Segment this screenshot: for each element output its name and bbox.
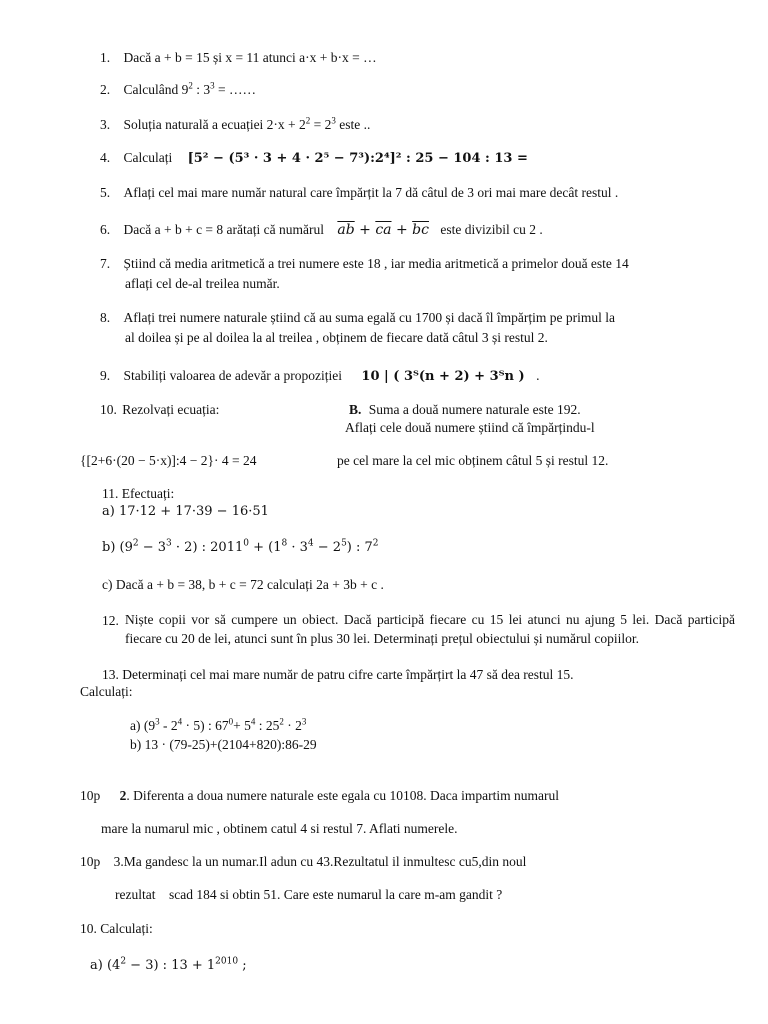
calc-b: b) 13 · (79-25)+(2104+820):86-29 bbox=[130, 737, 317, 752]
exercise-text: Aflați cel mai mare număr natural care împărțit la 7 dă câtul de 3 ori mai mare decât restul . bbox=[123, 185, 619, 200]
exercise-text: Dacă a + b = 15 și x = 11 atunci a·x + b·x = … bbox=[123, 50, 377, 65]
calc-title: Calculați: bbox=[80, 684, 133, 699]
section-label: B. bbox=[349, 402, 362, 417]
text-part: · 5) : 67 bbox=[182, 718, 229, 733]
problem-number: 2 bbox=[119, 788, 127, 803]
exercise-9 bbox=[100, 368, 539, 385]
text-part: − 3 bbox=[138, 540, 167, 555]
calc2-title: 10. Calculați: bbox=[80, 921, 153, 936]
text-part: b) (9 bbox=[102, 540, 133, 555]
exercise-6 bbox=[100, 222, 543, 238]
exponent: 3 bbox=[210, 80, 215, 91]
exercise-11-title: 11. Efectuați: bbox=[102, 486, 175, 501]
exercise-12-number: 12. bbox=[102, 613, 119, 628]
exercise-text: Rezolvați ecuația: bbox=[122, 402, 220, 417]
exercise-3 bbox=[100, 117, 370, 133]
section-b-line2: Aflați cele două numere știind că împărțindu-l bbox=[345, 420, 595, 435]
exercise-number: 5. bbox=[100, 185, 111, 200]
exercise-text: este divizibil cu 2 . bbox=[440, 222, 543, 237]
text-part: a) (4 bbox=[90, 958, 121, 973]
text-part: · 3 bbox=[287, 540, 308, 555]
exercise-4 bbox=[100, 150, 528, 167]
calc2-a bbox=[90, 958, 247, 974]
exponent: 2010 bbox=[215, 956, 239, 967]
problem-2 bbox=[80, 788, 559, 804]
exponent: 4 bbox=[250, 716, 256, 727]
exercise-11b bbox=[102, 540, 379, 556]
overlined-number: $\overline{ab}$ bbox=[337, 222, 355, 238]
exercise-text bbox=[124, 117, 371, 132]
points: 10p bbox=[80, 788, 101, 803]
exercise-number: 6. bbox=[100, 222, 111, 237]
math-expression: 10 | ( 3ᵀ(n + 2) + 3ᵀn ) bbox=[361, 369, 525, 384]
exponent: 3 bbox=[166, 538, 172, 549]
exercise-12-text: Niște copii vor să cumpere un obiect. Dacă participă fiecare cu 15 lei atunci nu ajung 5 lei. Dacă participă fiecare cu 20 de lei, atunci sunt în plus 30 lei. Determinați prețul obiectului și numărul copiilor. bbox=[125, 612, 735, 646]
text-part: · 2 bbox=[283, 718, 302, 733]
exponent: 4 bbox=[307, 538, 314, 549]
text-part: = …… bbox=[214, 82, 256, 97]
equation: {[2+6·(20 − 5·x)]:4 − 2}· 4 = 24 bbox=[80, 453, 257, 468]
text-part: Calculând 9 bbox=[123, 82, 189, 97]
exercise-1 bbox=[100, 50, 377, 66]
text-part: Soluția naturală a ecuației 2·x + 2 bbox=[123, 117, 306, 132]
problem-text: . Diferenta a doua numere naturale este egala cu 10108. Daca impartim numarul bbox=[126, 788, 559, 803]
text-part: este .. bbox=[335, 117, 371, 132]
exercise-8-line2: al doilea și pe al doilea la al treilea , obținem de fiecare dată câtul 3 și restul 2. bbox=[125, 330, 548, 345]
exercise-number: 3. bbox=[100, 117, 111, 132]
exercise-number: 1. bbox=[100, 50, 111, 65]
text-part: = 2 bbox=[310, 117, 332, 132]
exercise-11a: a) 17·12 + 17·39 − 16·51 bbox=[102, 504, 269, 519]
exponent: 3 bbox=[331, 115, 336, 126]
problem-2-line2: mare la numarul mic , obtinem catul 4 si restul 7. Aflati numerele. bbox=[101, 821, 458, 836]
text-part: ) : 7 bbox=[346, 540, 373, 555]
exponent: 2 bbox=[279, 716, 284, 727]
overlined-sum: $\overline{ab} + \overline{ca} + \overline{bc}$ bbox=[337, 222, 429, 238]
exponent: 2 bbox=[372, 538, 379, 549]
exercise-number: 13. bbox=[102, 667, 119, 682]
section-b-line3: pe cel mare la cel mic obținem câtul 5 și restul 12. bbox=[337, 453, 609, 468]
exercise-text: Stabiliți valoarea de adevăr a propoziției bbox=[123, 368, 343, 383]
text-part: - 2 bbox=[159, 718, 178, 733]
exercise-text: Dacă a + b + c = 8 arătați că numărul bbox=[123, 222, 324, 237]
exponent: 2 bbox=[188, 80, 193, 91]
exercise-number: 10. bbox=[100, 402, 117, 417]
exponent: 0 bbox=[228, 716, 234, 727]
exercise-number: 8. bbox=[100, 310, 111, 325]
section-text: Suma a două numere naturale este 192. bbox=[368, 402, 581, 417]
text-part: ; bbox=[238, 958, 247, 973]
exercise-5 bbox=[100, 185, 618, 201]
problem-text: 3.Ma gandesc la un numar.Il adun cu 43.Rezultatul il inmultesc cu5,din noul bbox=[113, 854, 527, 869]
exponent: 3 bbox=[301, 716, 307, 727]
math-expression: [5² − (5³ · 3 + 4 · 2⁵ − 7³):2⁴]² : 25 − 104 : 13 = bbox=[187, 151, 528, 166]
text-part: − 2 bbox=[313, 540, 342, 555]
exercise-8 bbox=[100, 310, 615, 326]
exponent: 8 bbox=[281, 538, 288, 549]
exercise-text: Determinați cel mai mare număr de patru cifre carte împărțirt la 47 să dea restul 15. bbox=[122, 667, 574, 682]
exponent: 2 bbox=[305, 115, 311, 126]
text-part: · 2) : 2011 bbox=[171, 540, 244, 555]
exercise-7 bbox=[100, 256, 629, 272]
exercise-10 bbox=[100, 402, 219, 418]
exponent: 5 bbox=[341, 538, 347, 549]
exponent: 2 bbox=[120, 956, 127, 967]
punctuation: . bbox=[536, 368, 540, 383]
exponent: 4 bbox=[177, 716, 183, 727]
calc-a bbox=[130, 718, 306, 734]
exercise-11c: c) Dacă a + b = 38, b + c = 72 calculați 2a + 3b + c . bbox=[102, 577, 384, 592]
problem-3 bbox=[80, 854, 526, 870]
points: 10p bbox=[80, 854, 101, 869]
exercise-number: 7. bbox=[100, 256, 111, 271]
exponent: 0 bbox=[243, 538, 249, 549]
exercise-7-line2: aflați cel de-al treilea număr. bbox=[125, 276, 280, 291]
exercise-number: 4. bbox=[100, 150, 111, 165]
exercise-2 bbox=[100, 82, 256, 98]
exercise-13 bbox=[102, 667, 574, 683]
text-part: : 3 bbox=[192, 82, 211, 97]
exercise-text: Știind că media aritmetică a trei numere este 18 , iar media aritmetică a primelor două este 14 bbox=[123, 256, 629, 271]
problem-3-line2: rezultat scad 184 si obtin 51. Care este numarul la care m-am gandit ? bbox=[115, 887, 503, 902]
exercise-label: Calculați bbox=[123, 150, 173, 165]
overlined-number: $\overline{ca}$ bbox=[375, 222, 392, 238]
exponent: 3 bbox=[155, 716, 160, 727]
text-part: − 3) : 13 + 1 bbox=[126, 958, 216, 973]
exercise-number: 2. bbox=[100, 82, 111, 97]
text-part: : 25 bbox=[255, 718, 280, 733]
text-part: a) (9 bbox=[130, 718, 156, 733]
text-part: + (1 bbox=[248, 540, 282, 555]
exercise-text bbox=[124, 82, 257, 97]
overlined-number: $\overline{bc}$ bbox=[412, 222, 429, 238]
text-part: + 5 bbox=[233, 718, 251, 733]
exercise-number: 9. bbox=[100, 368, 111, 383]
section-b bbox=[349, 402, 581, 418]
exponent: 2 bbox=[132, 538, 139, 549]
exercise-text: Aflați trei numere naturale știind că au suma egală cu 1700 și dacă îl împărțim pe primul la bbox=[123, 310, 615, 325]
